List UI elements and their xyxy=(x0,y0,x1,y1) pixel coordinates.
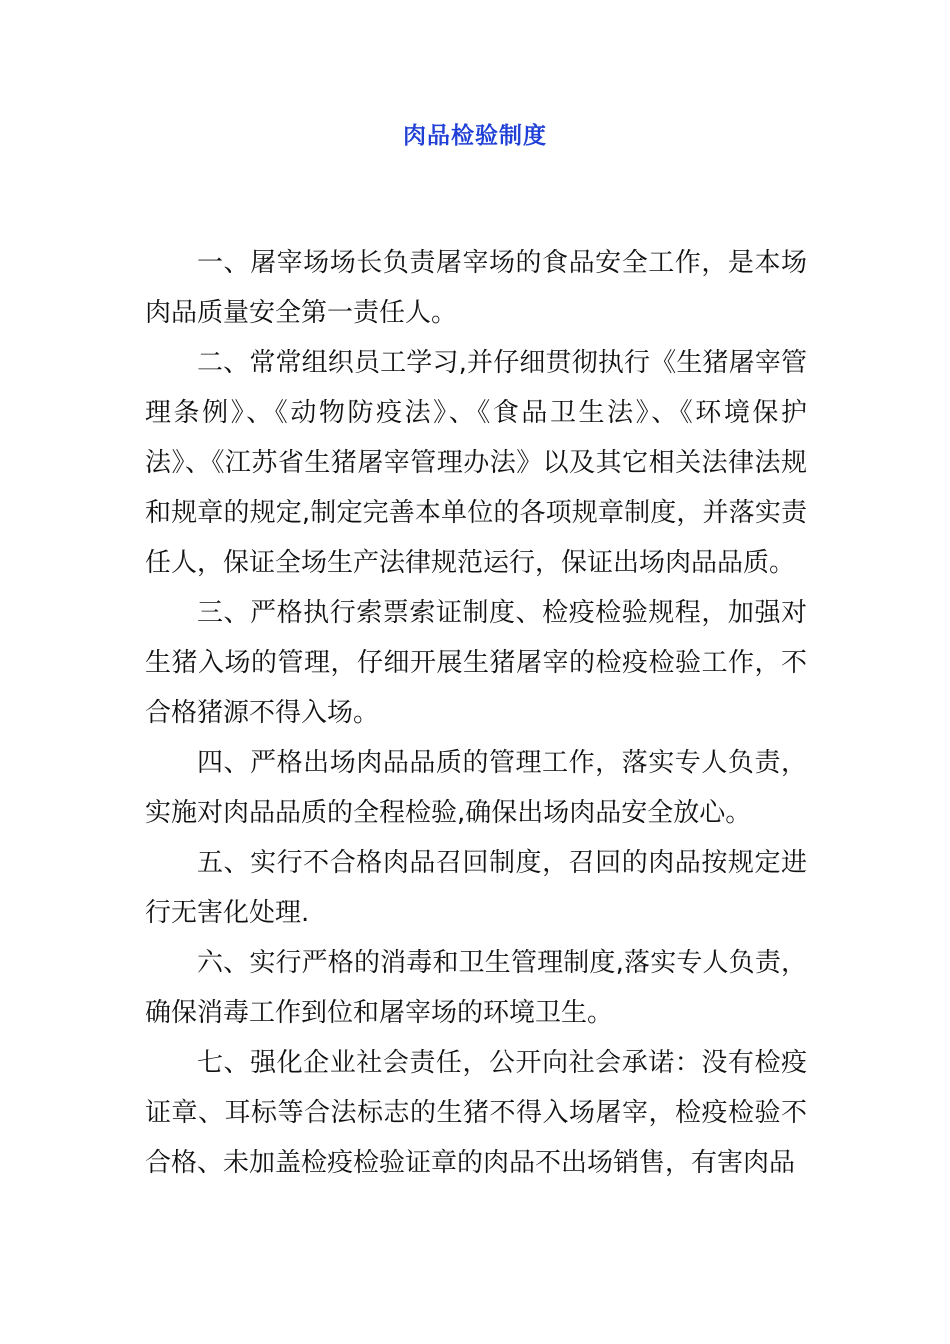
paragraph-6: 六、实行严格的消毒和卫生管理制度,落实专人负责，确保消毒工作到位和屠宰场的环境卫生。 xyxy=(145,948,807,1028)
document-title: 肉品检验制度 xyxy=(403,123,547,149)
paragraph-1: 一、屠宰场场长负责屠宰场的食品安全工作，是本场肉品质量安全第一责任人。 xyxy=(145,248,807,328)
paragraph-3: 三、严格执行索票索证制度、检疫检验规程，加强对生猪入场的管理，仔细开展生猪屠宰的检疫检验工作，不合格猪源不得入场。 xyxy=(145,598,807,728)
paragraph-4: 四、严格出场肉品品质的管理工作，落实专人负责，实施对肉品品质的全程检验,确保出场肉品安全放心。 xyxy=(145,748,807,828)
paragraph-5: 五、实行不合格肉品召回制度，召回的肉品按规定进行无害化处理. xyxy=(145,848,807,928)
paragraph-2: 二、常常组织员工学习,并仔细贯彻执行《生猪屠宰管理条例》、《动物防疫法》、《食品卫生法》、《环境保护法》、《江苏省生猪屠宰管理办法》以及其它相关法律法规和规章的规定,制定完善本单位的各项规章制度，并落实责任人，保证全场生产法律规范运行，保证出场肉品品质。 xyxy=(145,348,807,578)
document-body xyxy=(145,238,807,1188)
paragraph-7: 七、强化企业社会责任，公开向社会承诺：没有检疫证章、耳标等合法标志的生猪不得入场屠宰，检疫检验不合格、未加盖检疫检验证章的肉品不出场销售，有害肉品 xyxy=(145,1048,807,1178)
